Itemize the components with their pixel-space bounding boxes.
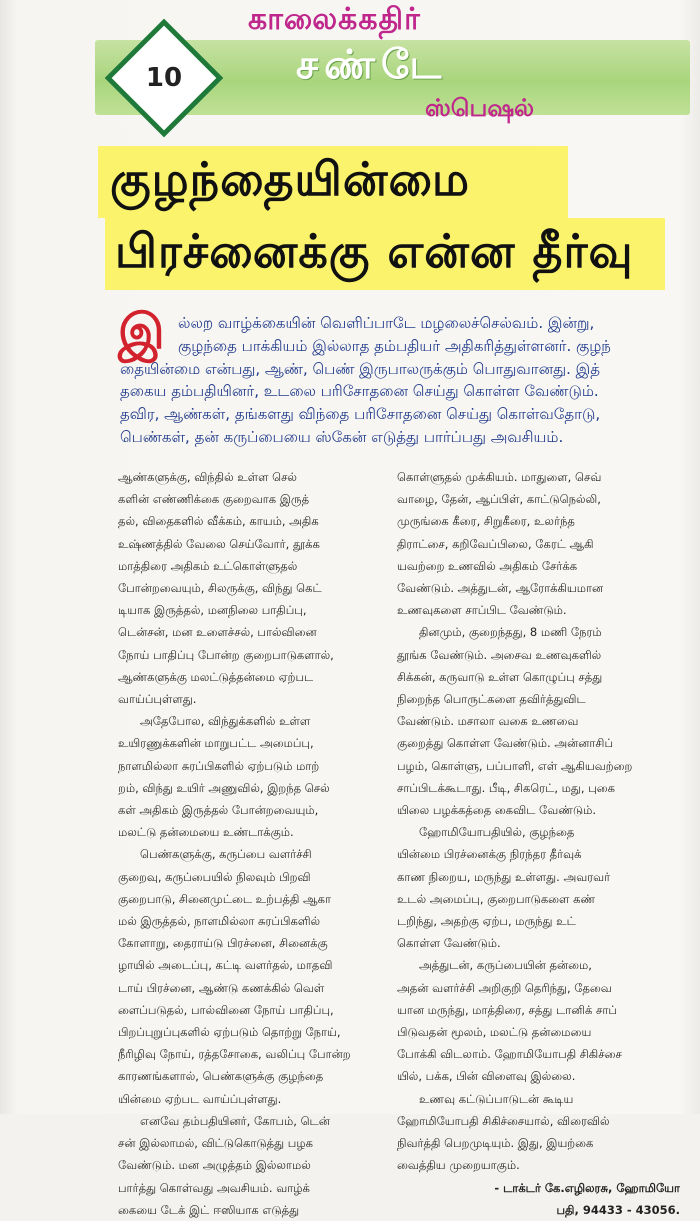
article-line: - டாக்டர் கே.எழிலரசு, ஹோமியோ xyxy=(494,1180,680,1195)
article-line: டறிந்து, அதற்கு ஏற்ப, மருந்து உட் xyxy=(397,914,576,929)
article-line: யின்மை ஏற்பட வாய்ப்புள்ளது. xyxy=(118,1091,282,1106)
intro-line: ல்லற வாழ்க்கையின் வெளிப்பாடே மழலைச்செல்வம். இன்று, xyxy=(178,314,595,332)
article-line: காண நிறைய, மருந்து உள்ளது. அவரவர் xyxy=(397,869,611,884)
headline-line-1: குழந்தையின்மை xyxy=(110,152,470,206)
article-line: அதேபோல, விந்துக்களில் உள்ள xyxy=(140,714,311,729)
article-line: ஹோமியோபதி சிகிச்சையால், விரைவில் xyxy=(397,1113,610,1128)
article-line: ளைப்படுதல், பால்வினை நோய் பாதிப்பு, xyxy=(118,1002,334,1017)
headline-line-2: பிரச்னைக்கு என்ன தீர்வு xyxy=(115,224,634,278)
article-line: தினமும், குறைந்தது, 8 மணி நேரம் xyxy=(419,625,602,640)
article-line: மலட்டு தன்மையை உண்டாக்கும். xyxy=(118,825,294,840)
article-line: சாப்பிடக்கூடாது. பீடி, சிகரெட், மது, புகை xyxy=(397,780,615,795)
article-line: நோய் பாதிப்பு போன்ற குறைபாடுகளால், xyxy=(118,647,334,662)
article-line: யவற்றை உணவில் அதிகம் சேர்க்க xyxy=(397,558,578,573)
article-line: மல் இருத்தல், நாளமில்லா சுரப்பிகளில் xyxy=(118,914,321,929)
article-line: றம், விந்து உயிர் அணுவில், இறந்த செல் xyxy=(118,780,330,795)
article-line: டியாக இருத்தல், மனநிலை பாதிப்பு, xyxy=(118,603,307,618)
intro-dropcap: இ xyxy=(118,304,165,360)
article-line: குறைபாடு, சினைமுட்டை உற்பத்தி ஆகா xyxy=(118,891,331,906)
article-line: தூங்க வேண்டும். அசைவ உணவுகளில் xyxy=(397,647,602,662)
masthead-main-title: சண்டே xyxy=(296,42,448,88)
article-line: சன் இல்லாமல், விட்டுகொடுத்து பழக xyxy=(118,1136,313,1151)
intro-line: தையின்மை என்பது, ஆண், பெண் இருபாலருக்கும் பொதுவானது. இத் xyxy=(120,359,601,378)
article-line: உணவுகளை சாப்பிட வேண்டும். xyxy=(397,603,567,618)
article-line: சிக்கன், கருவாடு உள்ள கொழுப்பு சத்து xyxy=(397,669,603,684)
article-line: வைத்திய முறையாகும். xyxy=(397,1158,520,1173)
article-line: யின்மை பிரச்னைக்கு நிரந்தர தீர்வுக் xyxy=(397,847,582,862)
article-line: மாத்திரை அதிகம் உட்கொள்ளுதல் xyxy=(118,558,298,573)
article-line: போன்றவையும், சிலருக்கு, விந்து கெட் xyxy=(118,581,322,596)
intro-line: குழந்தை பாக்கியம் இல்லாத தம்பதியர் அதிகரித்துள்ளனர். குழந் xyxy=(178,336,611,355)
article-line: எனவே தம்பதியினர், கோபம், டென் xyxy=(140,1113,330,1128)
article-line: ஹோமியோபதியில், குழந்தை xyxy=(419,825,575,840)
intro-line: தகைய தம்பதியினர், உடலை பரிசோதனை செய்து கொள்ள வேண்டும். xyxy=(120,382,599,401)
article-line: கொள்ள வேண்டும். xyxy=(397,936,501,951)
article-line: போக்கி விடலாம். ஹோமியோபதி சிகிச்சை xyxy=(397,1047,622,1062)
article-line: நிவர்த்தி பெறமுடியும். இது, இயற்கை xyxy=(397,1136,594,1151)
article-line: முருங்கை கீரை, சிறுகீரை, உலர்ந்த xyxy=(397,514,575,529)
article-line: நீரிழிவு நோய், ரத்தசோகை, வலிப்பு போன்ற xyxy=(118,1047,351,1062)
article-line: தல், விதைகளில் வீக்கம், காயம், அதிக xyxy=(118,514,319,529)
article-line: உடல் அமைப்பு, குறைபாடுகளை கண் xyxy=(397,891,596,906)
article-line: டாய் பிரச்னை, ஆண்டு கணக்கில் வெள் xyxy=(118,980,325,995)
article-line: உயிரணுக்களின் மாறுபட்ட அமைப்பு, xyxy=(118,736,314,751)
masthead-subtitle: ஸ்பெஷல் xyxy=(425,94,535,122)
article-line: வேண்டும். அத்துடன், ஆரோக்கியமான xyxy=(397,581,604,596)
intro-line: பெண்கள், தன் கருப்பையை ஸ்கேன் எடுத்து பார்ப்பது அவசியம். xyxy=(120,427,564,446)
article-line: பெண்களுக்கு, கருப்பை வளர்ச்சி xyxy=(140,847,312,862)
article-line: வாழை, தேன், ஆப்பிள், காட்டுநெல்லி, xyxy=(397,492,601,507)
article-line: டென்சன், மன உளைச்சல், பால்வினை xyxy=(118,625,317,640)
article-line: அதன் வளர்ச்சி அறிகுறி தெரிந்து, தேவை xyxy=(397,980,612,995)
article-line: யில், பக்க, பின் விளைவு இல்லை. xyxy=(397,1069,576,1084)
article-line: வேண்டும். மன அழுத்தம் இல்லாமல் xyxy=(118,1158,311,1173)
article-line: கையை டேக் இட் ஈஸியாக எடுத்து xyxy=(118,1202,300,1217)
article-line: யான மருந்து, மாத்திரை, சத்து டானிக் சாப் xyxy=(397,1002,617,1017)
article-line: திராட்சை, கறிவேப்பிலை, கேரட் ஆகி xyxy=(397,536,594,551)
article-column-left xyxy=(118,466,390,1221)
article-line: குறைத்து கொள்ள வேண்டும். அன்னாசிப் xyxy=(397,736,613,751)
article-line: ழாயில் அடைப்பு, கட்டி வளர்தல், மாதவி xyxy=(118,958,333,973)
article-line: யிலை பழக்கத்தை கைவிட வேண்டும். xyxy=(397,803,597,818)
masthead-title: காலைக்கதிர் xyxy=(248,2,421,37)
article-line: நாளமில்லா சுரப்பிகளில் ஏற்படும் மாற் xyxy=(118,758,320,773)
article-line: கோளாறு, தைராய்டு பிரச்னை, சினைக்கு xyxy=(118,936,328,951)
article-line: கொள்ளுதல் முக்கியம். மாதுளை, செவ் xyxy=(397,470,602,484)
article-line: குறைவு, கருப்பையில் நிலவும் பிறவி xyxy=(118,869,311,884)
article-line: ஆண்களுக்கு மலட்டுத்தன்மை ஏற்பட xyxy=(118,669,314,684)
article-line: உணவு கட்டுப்பாடுடன் கூடிய xyxy=(419,1091,574,1106)
article-line: வாய்ப்புள்ளது. xyxy=(118,692,197,707)
article-line: நிறைந்த பொருட்களை தவிர்த்துவிட xyxy=(397,692,586,707)
article-column-right xyxy=(397,466,680,1221)
article-line: களின் எண்ணிக்கை குறைவாக இருத் xyxy=(118,492,310,507)
intro-paragraph xyxy=(120,312,680,449)
article-line: பார்த்து கொள்வது அவசியம். வாழ்க் xyxy=(118,1180,310,1195)
article-line: ஆண்களுக்கு, விந்தில் உள்ள செல் xyxy=(118,470,297,484)
article-line: பிறப்புறுப்புகளில் ஏற்படும் தொற்று நோய், xyxy=(118,1025,341,1040)
article-line: பிடுவதன் மூலம், மலட்டு தன்மையை xyxy=(397,1025,592,1040)
article-line: காரணங்களால், பெண்களுக்கு குழந்தை xyxy=(118,1069,324,1084)
article-line: அத்துடன், கருப்பையின் தன்மை, xyxy=(419,958,592,973)
article-line: கள் அதிகம் இருத்தல் போன்றவையும், xyxy=(118,803,319,818)
article-line: வேண்டும். மசாலா வகை உணவை xyxy=(397,714,579,729)
article-line: பழம், கொள்ளு, பப்பாளி, எள் ஆகியவற்றை xyxy=(397,758,633,773)
article-line: பதி, 94433 - 43056. xyxy=(556,1202,680,1217)
intro-line: தவிர, ஆண்கள், தங்களது விந்தை பரிசோதனை செய்து கொள்வதோடு, xyxy=(120,405,601,424)
article-line: உஷ்ணத்தில் வேலை செய்வோர், தூக்க xyxy=(118,536,320,551)
page-number: 10 xyxy=(145,63,183,93)
